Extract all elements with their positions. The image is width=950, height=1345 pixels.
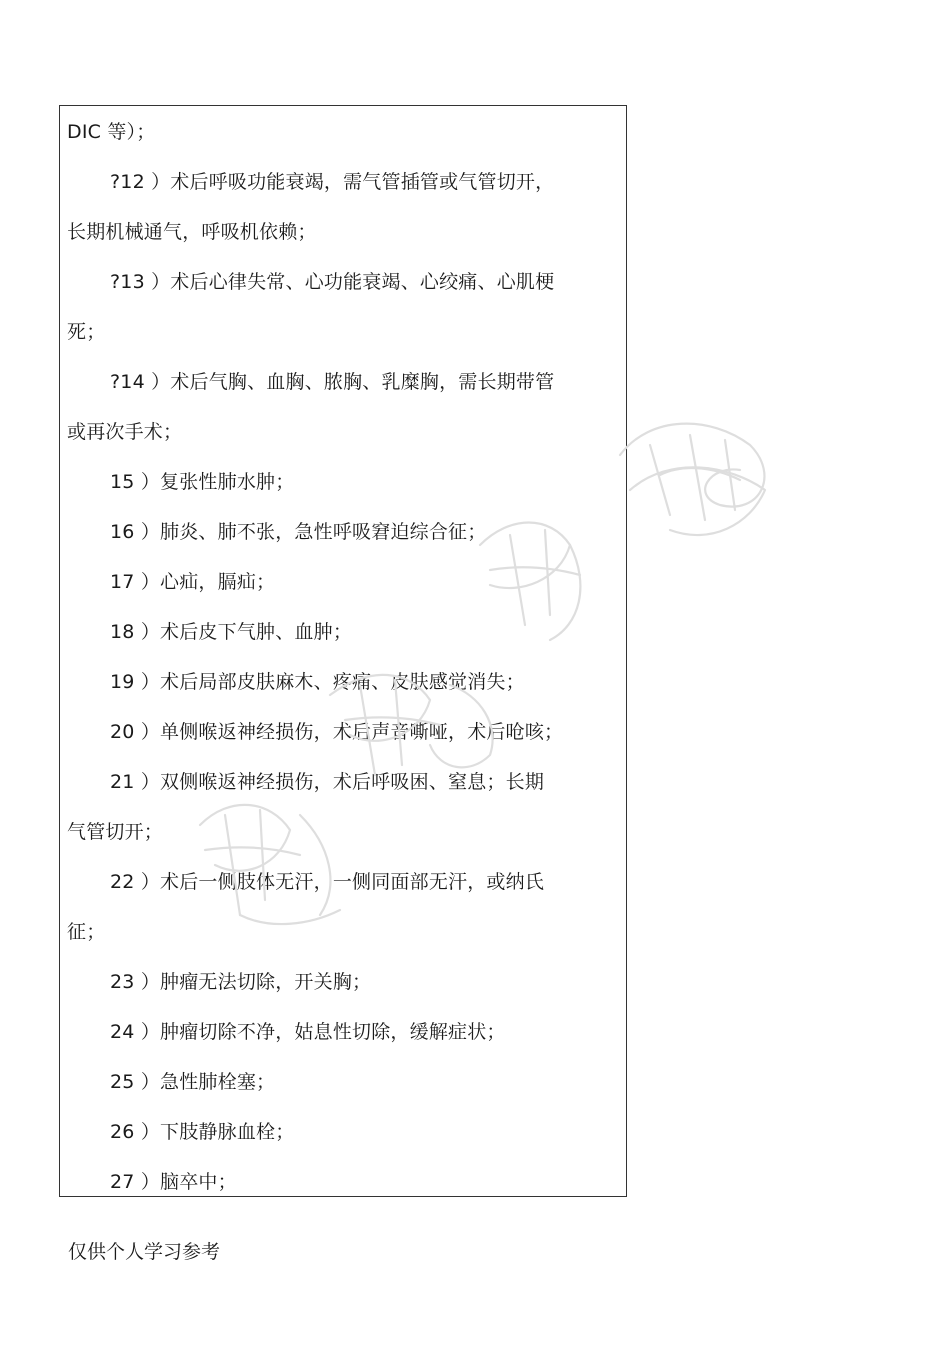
text-line: 气管切开；: [67, 821, 164, 843]
text-line: 征；: [67, 921, 106, 943]
text-line: 16 ）肺炎、肺不张，急性呼吸窘迫综合征；: [110, 521, 487, 543]
text-line: 15 ）复张性肺水肿；: [110, 471, 295, 493]
text-line: 或再次手术；: [67, 421, 183, 443]
text-line: 26 ）下肢静脉血栓；: [110, 1121, 295, 1143]
text-line: 死；: [67, 321, 106, 343]
text-line: 27 ）脑卒中；: [110, 1171, 237, 1193]
text-line: 23 ）肿瘤无法切除，开关胸；: [110, 971, 372, 993]
text-line: 21 ）双侧喉返神经损伤，术后呼吸困、窒息；长期: [110, 771, 545, 793]
text-line: 22 ）术后一侧肢体无汗，一侧同面部无汗，或纳氏: [110, 871, 545, 893]
text-line: 长期机械通气，呼吸机依赖；: [67, 221, 317, 243]
text-line: DIC 等）；: [67, 121, 156, 143]
content-table-cell: [59, 105, 627, 1197]
text-line: 24 ）肿瘤切除不净，姑息性切除，缓解症状；: [110, 1021, 506, 1043]
text-line: 20 ）单侧喉返神经损伤，术后声音嘶哑，术后呛咳；: [110, 721, 564, 743]
text-line: 17 ）心疝，膈疝；: [110, 571, 276, 593]
text-line: 25 ）急性肺栓塞；: [110, 1071, 276, 1093]
text-line: ?13 ）术后心律失常、心功能衰竭、心绞痛、心肌梗: [110, 271, 555, 293]
text-line: ?12 ）术后呼吸功能衰竭，需气管插管或气管切开，: [110, 171, 555, 193]
text-line: 18 ）术后皮下气肿、血肿；: [110, 621, 353, 643]
text-line: 19 ）术后局部皮肤麻木、疼痛、皮肤感觉消失；: [110, 671, 525, 693]
footer-note: 仅供个人学习参考: [68, 1241, 221, 1263]
text-line: ?14 ）术后气胸、血胸、脓胸、乳糜胸，需长期带管: [110, 371, 555, 393]
